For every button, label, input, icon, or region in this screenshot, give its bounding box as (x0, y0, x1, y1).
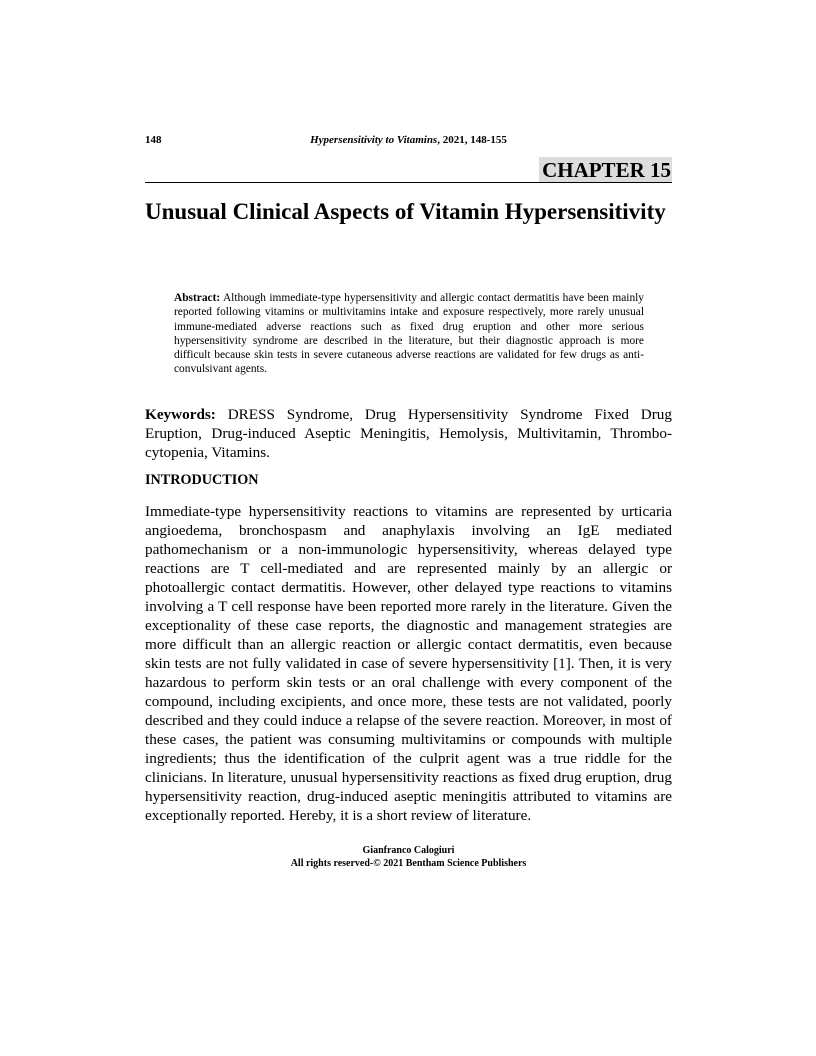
chapter-divider (145, 182, 672, 183)
author-name: Gianfranco Calogiuri (362, 845, 455, 856)
page-footer (145, 845, 672, 870)
running-head (145, 134, 672, 150)
page-number: 148 (145, 134, 162, 146)
keywords-text: DRESS Syndrome, Drug Hypersensitivity Syndrome Fixed Drug Eruption, Drug-induced Aseptic Meningitis, Hemolysis, Multivitamin, Thrombocytopenia, Vitamins. (145, 406, 672, 462)
chapter-label: CHAPTER 15 (539, 157, 672, 182)
journal-reference (145, 134, 672, 146)
abstract-label: Abstract: (174, 292, 221, 304)
chapter-title: Unusual Clinical Aspects of Vitamin Hypersensitivity (145, 199, 666, 224)
keywords-label: Keywords: (145, 406, 216, 423)
journal-info: , 2021, 148-155 (437, 134, 507, 146)
keywords (145, 405, 672, 463)
copyright-notice: All rights reserved-© 2021 Bentham Science Publishers (290, 857, 527, 869)
abstract-text: Although immediate-type hypersensitivity and allergic contact dermatitis have been mainly reported following vitamins or multivitamins intake and exposure respectively, more rarely unusual immune-mediated adverse reactions such as fixed drug eruption and other more serious hypersensitivity syndrome are described in the literature, but their diagnostic approach is more difficult because skin tests in severe cutaneous adverse reactions are validated for few drugs as anti-convulsivant agents. (174, 292, 644, 376)
abstract (174, 291, 644, 377)
document-page (145, 0, 672, 1056)
section-heading-introduction: INTRODUCTION (145, 472, 259, 488)
journal-title: Hypersensitivity to Vitamins (310, 134, 438, 146)
introduction-paragraph: Immediate-type hypersensitivity reactions to vitamins are represented by urticaria angioedema, bronchospasm and anaphylaxis involving an IgE mediated pathomechanism or a non-immunologic hypersensitivity, whereas delayed type reactions are T cell-mediated and are represented mainly by an allergic or photoallergic contact dermatitis. However, other delayed type reactions to vitamins involving a T cell response have been reported more rarely in the literature. Given the exceptionality of these case reports, the diagnostic and management strategies are more difficult than an allergic reaction or allergic contact dermatitis, even because skin tests are not fully validated in case of severe hypersensitivity [1]. Then, it is very hazardous to perform skin tests or an oral challenge with every component of the compound, including excipients, and once more, these tests are not validated, poorly described and they could induce a relapse of the severe reaction. Moreover, in most of these cases, the patient was consuming multivitamins or compounds with multiple ingredients; thus the identification of the culprit agent was a true riddle for the clinicians. In literature, unusual hypersensitivity reactions as fixed drug eruption, drug hypersensitivity reaction, drug-induced aseptic meningitis attributed to vitamins are exceptionally reported. Hereby, it is a short review of literature. (145, 503, 672, 824)
